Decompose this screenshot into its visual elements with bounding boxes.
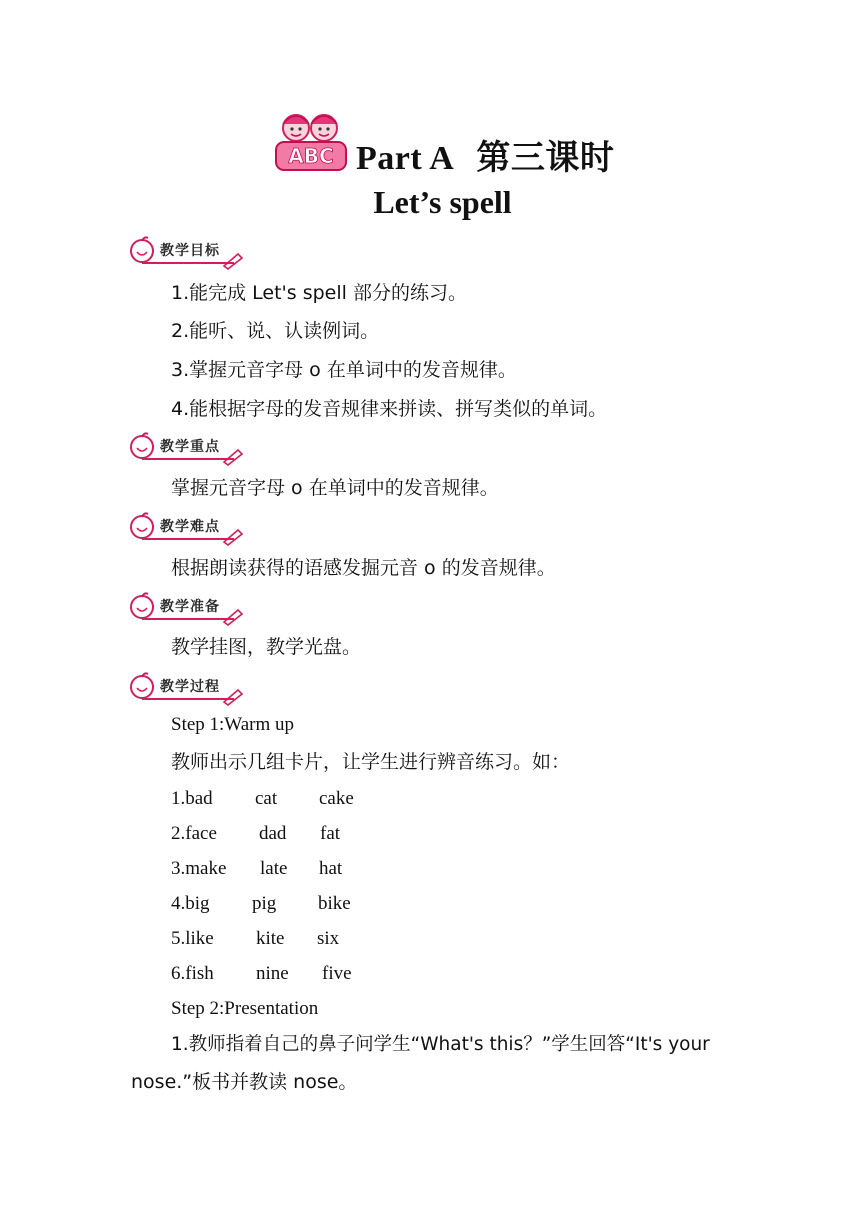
section-head-process: 教学过程	[128, 672, 248, 706]
step2-line-2: nose.”板书并教读 nose。	[131, 1071, 358, 1093]
page-title	[356, 130, 614, 179]
step2-line-1: 1.教师指着自己的鼻子问学生“What's this？”学生回答“It's your	[171, 1034, 710, 1055]
section-head-difficulties: 教学难点	[128, 512, 248, 546]
preparation-text: 教学挂图，教学光盘。	[171, 636, 362, 658]
abc-kids-logo-icon	[272, 106, 352, 172]
objective-1: 1.能完成 Let's spell 部分的练习。	[171, 282, 467, 304]
page-subtitle: Let’s spell	[373, 184, 512, 220]
section-head-preparation: 教学准备	[128, 592, 248, 626]
title-part: Part A	[356, 140, 455, 177]
objective-4: 4.能根据字母的发音规律来拼读、拼写类似的单词。	[171, 398, 608, 420]
objective-2: 2.能听、说、认读例词。	[171, 320, 380, 342]
section-head-objectives: 教学目标	[128, 236, 248, 270]
step1-description: 教师出示几组卡片，让学生进行辨音练习。如：	[171, 751, 571, 773]
section-head-key-points: 教学重点	[128, 432, 248, 466]
objective-3: 3.掌握元音字母 o 在单词中的发音规律。	[171, 359, 517, 381]
key-point-text: 掌握元音字母 o 在单词中的发音规律。	[171, 477, 499, 499]
step2-heading: Step 2:Presentation	[171, 998, 319, 1019]
title-lesson: 第三课时	[476, 138, 615, 178]
title-block	[0, 100, 860, 180]
logo-letters: ABC	[288, 144, 334, 168]
difficulty-text: 根据朗读获得的语感发掘元音 o 的发音规律。	[171, 557, 556, 579]
step1-heading: Step 1:Warm up	[171, 714, 295, 735]
